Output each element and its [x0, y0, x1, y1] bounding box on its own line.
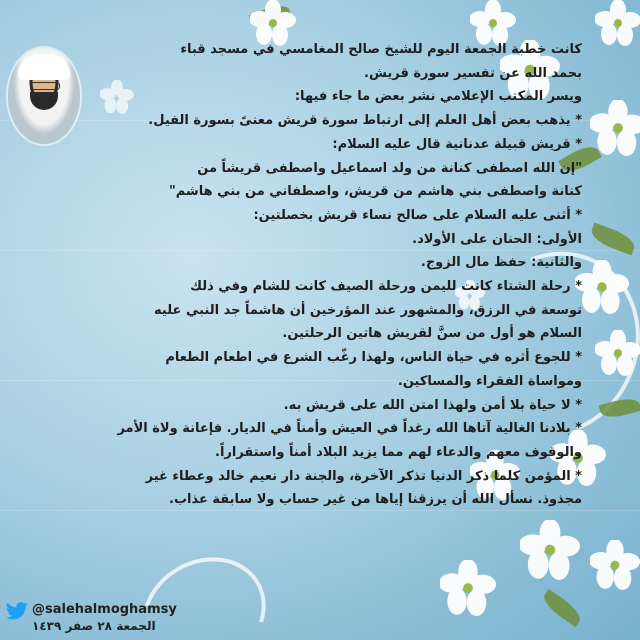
text-line: * لا حياة بلا أمن ولهذا امتن الله على قريش به. — [283, 397, 582, 413]
flower-decoration — [595, 330, 640, 376]
twitter-handle[interactable]: @salehalmoghamsy — [32, 602, 177, 617]
twitter-icon — [6, 602, 28, 620]
text-line: "إن الله اصطفى كنانة من ولد اسماعيل واصطفى قريشاً من — [197, 160, 582, 176]
flower-decoration — [590, 540, 640, 590]
flower-decoration — [440, 560, 496, 616]
sermon-text — [117, 38, 582, 512]
text-line: توسعة في الرزق، والمشهور عند المؤرخين أن هاشماً جد النبي عليه — [154, 302, 582, 318]
text-line: * بلادنا الغالية آتاها الله رغداً في العيش وأمناً في الديار. فإعانة ولاة الأمر — [117, 421, 582, 437]
text-line: السلام هو أول من سنَّ لقريش هاتين الرحلتين. — [282, 326, 582, 342]
text-line: بحمد الله عن تفسير سورة قريش. — [364, 65, 582, 81]
flower-decoration — [595, 0, 640, 46]
flower-decoration — [100, 80, 134, 114]
flower-decoration — [575, 260, 629, 314]
text-line: * المؤمن كلما ذكر الدنيا تذكر الآخرة، والجنة دار نعيم خالد وعطاء غير — [145, 468, 582, 484]
text-line: * قريش قبيلة عدنانية قال عليه السلام: — [332, 136, 582, 152]
portrait-photo — [8, 48, 80, 144]
text-line: والوقوف معهم والدعاء لهم مما يزيد البلاد أمناً واستقراراً. — [215, 444, 582, 460]
text-line: كانت خطبة الجمعة اليوم للشيخ صالح المغامسي في مسجد قباء — [180, 42, 582, 57]
text-line: الأولى: الحنان على الأولاد. — [412, 231, 582, 247]
flower-decoration — [590, 100, 640, 156]
text-line: * يذهب بعض أهل العلم إلى ارتباط سورة قريش معنىً بسورة الفيل. — [148, 113, 582, 129]
flower-decoration — [520, 520, 580, 580]
text-line: كنانة واصطفى بني هاشم من قريش، واصطفاني من بني هاشم" — [168, 184, 582, 200]
text-line: ويسر المكتب الإعلامي نشر بعض ما جاء فيها: — [294, 89, 582, 105]
leaf-decoration — [539, 589, 584, 627]
text-line: ومواساة الفقراء والمساكين. — [397, 373, 582, 389]
text-line: مجذوذ. نسأل الله أن يرزقنا إياها من غير حساب ولا سابقة عذاب. — [169, 492, 582, 508]
text-line: * رحلة الشتاء كانت لليمن ورحلة الصيف كانت للشام وفي ذلك — [190, 279, 582, 295]
text-line: * للجوع أثره في حياة الناس، ولهذا رغّب الشرع في اطعام الطعام — [165, 350, 582, 366]
text-line: * أثنى عليه السلام على صالح نساء قريش بخصلتين: — [253, 207, 582, 223]
date-label: الجمعة ٢٨ صفر ١٤٣٩ — [32, 619, 156, 633]
text-line: والثانية: حفظ مال الزوج. — [420, 255, 582, 271]
